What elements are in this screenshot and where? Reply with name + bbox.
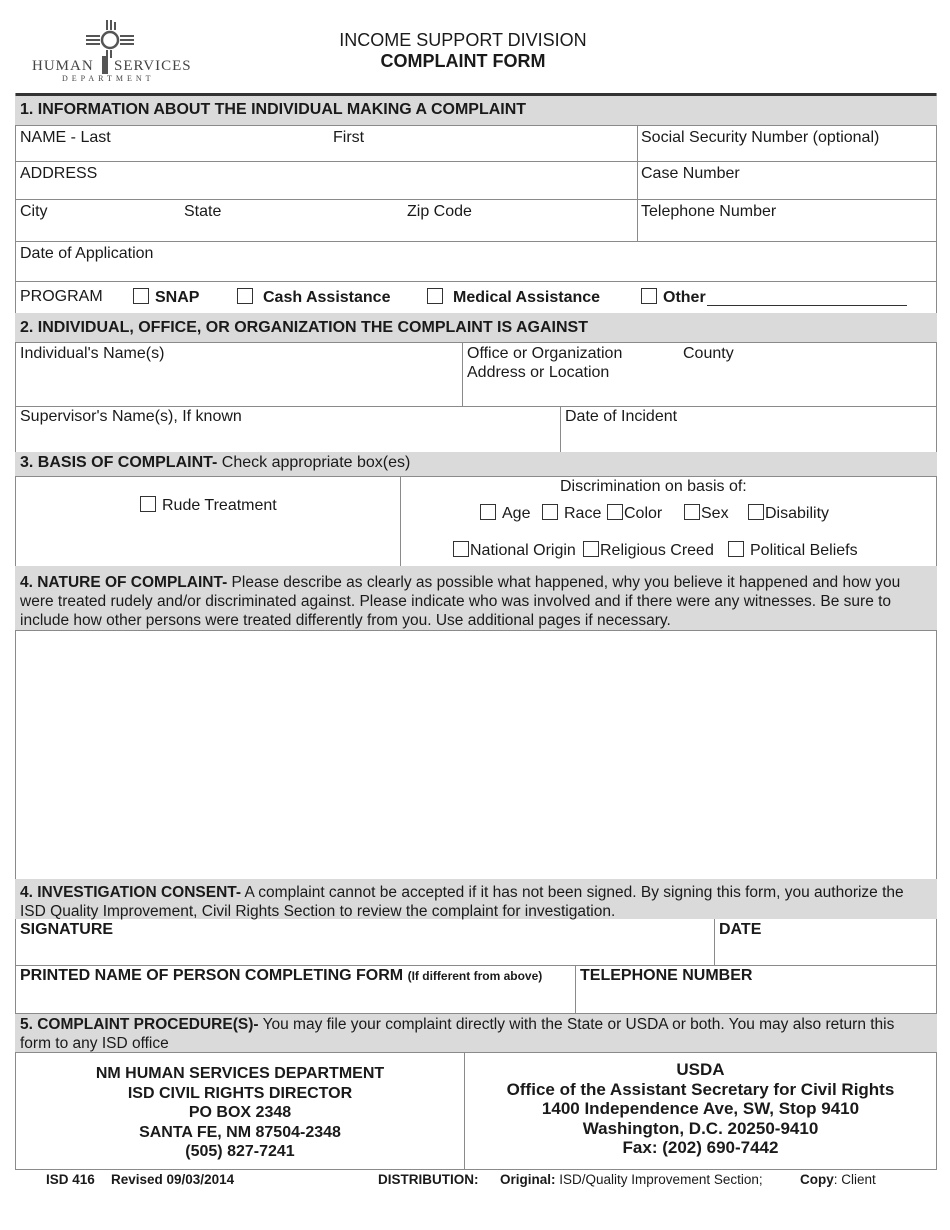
label-telephone-number: TELEPHONE NUMBER [580, 967, 753, 984]
label-date: DATE [719, 921, 762, 938]
race-label: Race [564, 505, 602, 522]
label-program: PROGRAM [20, 288, 103, 305]
footer-original-value: ISD/Quality Improvement Section; [559, 1172, 763, 1187]
label-name-last: NAME - Last [20, 129, 111, 146]
printed-name-label [20, 967, 542, 985]
program-medical-option[interactable] [427, 288, 600, 307]
nm-line-1: NM HUMAN SERVICES DEPARTMENT [95, 1065, 385, 1082]
logo-text-services: SERVICES [114, 58, 192, 74]
label-printed-name: PRINTED NAME OF PERSON COMPLETING FORM [20, 967, 404, 984]
political-beliefs-label: Political Beliefs [750, 542, 858, 559]
program-other-option[interactable] [641, 288, 706, 307]
basis-disability-option[interactable] [748, 504, 829, 523]
other-checkbox[interactable] [641, 288, 657, 304]
color-label: Color [624, 505, 663, 522]
division-name: INCOME SUPPORT DIVISION [339, 30, 587, 50]
printed-name-note: (If different from above) [407, 969, 543, 983]
footer-original-label: Original: [500, 1172, 556, 1187]
label-state: State [184, 203, 222, 220]
label-supervisor: Supervisor's Name(s), If known [20, 408, 242, 425]
national-origin-checkbox[interactable] [453, 541, 469, 557]
religious-creed-checkbox[interactable] [583, 541, 599, 557]
nm-address-block [16, 1064, 464, 1162]
age-label: Age [502, 505, 531, 522]
usda-line-3: 1400 Independence Ave, SW, Stop 9410 [541, 1099, 860, 1118]
snap-checkbox[interactable] [133, 288, 149, 304]
national-origin-label: National Origin [470, 542, 576, 559]
label-county: County [683, 345, 734, 362]
rude-treatment-checkbox[interactable] [140, 496, 156, 512]
complaint-description-area[interactable] [16, 631, 936, 879]
usda-line-1: USDA [676, 1060, 725, 1079]
footer-revised: Revised 09/03/2014 [111, 1172, 235, 1187]
basis-color-option[interactable] [607, 504, 662, 523]
usda-line-5: Fax: (202) 690-7442 [622, 1138, 779, 1157]
section2-heading: 2. INDIVIDUAL, OFFICE, OR ORGANIZATION THE COMPLAINT IS AGAINST [20, 319, 588, 336]
program-cash-option[interactable] [237, 288, 390, 307]
nm-line-4: SANTA FE, NM 87504-2348 [139, 1123, 341, 1141]
race-checkbox[interactable] [542, 504, 558, 520]
section5-text: You may file your complaint directly with the State or USDA or both. You may also return this form to any ISD office [20, 1016, 895, 1052]
label-individual-names: Individual's Name(s) [20, 345, 165, 362]
nm-line-5: (505) 827-7241 [185, 1143, 295, 1160]
footer-form-id: ISD 416 [46, 1172, 95, 1187]
section3-heading [20, 454, 410, 472]
consent-heading: 4. INVESTIGATION CONSENT- [20, 884, 242, 901]
section5-heading: 5. COMPLAINT PROCEDURE(S)- [20, 1016, 259, 1033]
medical-label: Medical Assistance [453, 289, 601, 306]
footer-copy [800, 1172, 876, 1187]
footer-distribution: DISTRIBUTION: [378, 1172, 479, 1187]
cash-label: Cash Assistance [263, 289, 391, 306]
usda-line-4: Washington, D.C. 20250-9410 [582, 1118, 819, 1138]
medical-checkbox[interactable] [427, 288, 443, 304]
basis-age-option[interactable] [480, 504, 530, 523]
label-case-number: Case Number [641, 165, 740, 182]
footer-original [500, 1172, 763, 1187]
label-telephone: Telephone Number [641, 203, 777, 220]
footer-copy-value: : Client [833, 1172, 876, 1187]
label-discrimination: Discrimination on basis of: [560, 478, 747, 495]
basis-religious-creed-option[interactable] [583, 541, 714, 560]
section4-instructions [20, 573, 920, 630]
political-beliefs-checkbox[interactable] [728, 541, 744, 557]
rude-treatment-option[interactable] [140, 496, 277, 515]
label-zip: Zip Code [407, 203, 472, 220]
label-first-name: First [333, 129, 365, 146]
sex-checkbox[interactable] [684, 504, 700, 520]
nm-line-3: PO BOX 2348 [188, 1104, 292, 1121]
section3-heading-bold: 3. BASIS OF COMPLAINT- [20, 454, 218, 471]
usda-address-block [465, 1060, 936, 1158]
basis-race-option[interactable] [542, 504, 601, 523]
section4-heading: 4. NATURE OF COMPLAINT- [20, 574, 228, 591]
basis-political-beliefs-option[interactable] [728, 541, 858, 560]
other-label: Other [663, 289, 706, 306]
label-ssn: Social Security Number (optional) [641, 129, 880, 146]
department-logo [30, 18, 200, 84]
form-title: COMPLAINT FORM [380, 51, 546, 71]
label-signature: SIGNATURE [20, 921, 114, 938]
label-date-of-incident: Date of Incident [565, 408, 678, 425]
footer-copy-label: Copy [800, 1172, 834, 1187]
age-checkbox[interactable] [480, 504, 496, 520]
label-date-of-application: Date of Application [20, 245, 154, 262]
color-checkbox[interactable] [607, 504, 623, 520]
logo-text-human: HUMAN [32, 58, 94, 74]
label-office-line2: Address or Location [467, 364, 610, 381]
basis-national-origin-option[interactable] [453, 541, 576, 560]
zia-sun-icon [82, 18, 138, 58]
cash-checkbox[interactable] [237, 288, 253, 304]
section4-text: Please describe as clearly as possible what happened, why you believe it happened and how you were treated rudely and/or discriminated against. Please indicate who was involved and if there were any witnesses. Be sure to include how other persons were treated differently from you. Use additional pages if necessary. [20, 574, 901, 629]
snap-label: SNAP [155, 289, 200, 306]
religious-creed-label: Religious Creed [600, 542, 714, 559]
logo-subtext: DEPARTMENT [62, 74, 155, 83]
consent-text: A complaint cannot be accepted if it has not been signed. By signing this form, you authorize the ISD Quality Improvement, Civil Rights Section to review the complaint for investigation. [20, 884, 904, 920]
signature-field[interactable] [16, 940, 712, 964]
section5-instructions [20, 1015, 920, 1053]
label-office-line1: Office or Organization [467, 345, 623, 362]
program-snap-option[interactable] [133, 288, 199, 307]
usda-line-2: Office of the Assistant Secretary for Civil Rights [506, 1079, 895, 1099]
label-city: City [20, 203, 48, 220]
section3-heading-note: Check appropriate box(es) [217, 454, 411, 471]
logo-mark-icon [102, 56, 108, 74]
nm-line-2: ISD CIVIL RIGHTS DIRECTOR [127, 1084, 353, 1102]
rude-treatment-label: Rude Treatment [162, 497, 277, 514]
other-program-field[interactable] [707, 305, 907, 306]
disability-checkbox[interactable] [748, 504, 764, 520]
basis-sex-option[interactable] [684, 504, 729, 523]
sex-label: Sex [701, 505, 729, 522]
disability-label: Disability [765, 505, 830, 522]
section1-heading: 1. INFORMATION ABOUT THE INDIVIDUAL MAKING A COMPLAINT [20, 101, 527, 118]
consent-instructions [20, 883, 920, 921]
label-address: ADDRESS [20, 165, 98, 182]
